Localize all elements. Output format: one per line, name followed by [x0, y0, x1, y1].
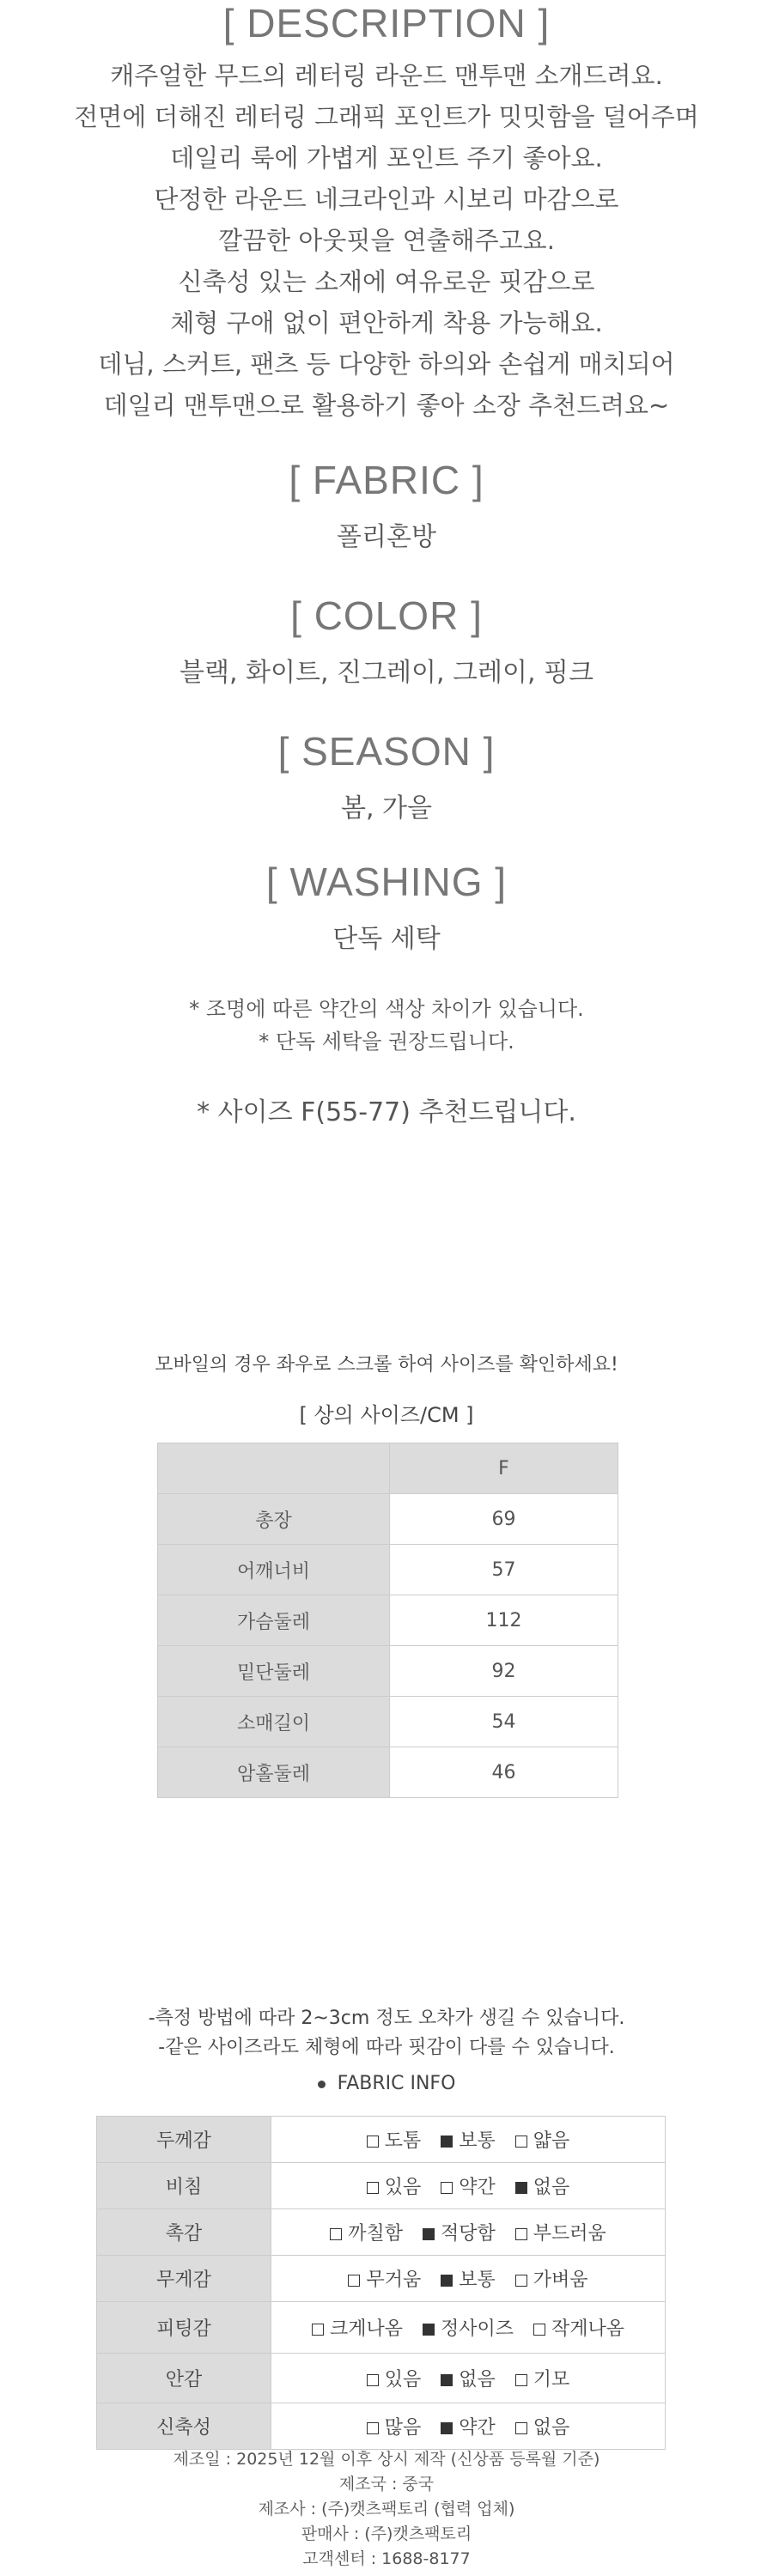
option-label: 많음	[384, 2417, 422, 2439]
fabric-info-label: 두께감	[97, 2117, 271, 2163]
description-line: 단정한 라운드 네크라인과 시보리 마감으로	[154, 185, 619, 214]
option	[515, 2413, 570, 2439]
description-line: 체형 구애 없이 편안하게 착용 가능해요.	[170, 308, 603, 337]
fabric-value: 폴리혼방	[337, 522, 436, 552]
size-value: 69	[390, 1494, 618, 1545]
footer-line: 제조일 : 2025년 12월 이후 상시 제작 (신상품 등록월 기준)	[173, 2450, 600, 2469]
footer-line: 제조국 : 중국	[338, 2475, 435, 2494]
size-label: 총장	[158, 1494, 390, 1545]
checkbox-empty-icon	[367, 2422, 379, 2434]
checkbox-empty-icon	[515, 2275, 527, 2287]
option	[515, 2126, 570, 2153]
option-label: 작게나옴	[551, 2318, 625, 2340]
option	[515, 2265, 588, 2292]
description-title: [ DESCRIPTION ]	[222, 1, 551, 46]
size-label: 밑단둘레	[158, 1646, 390, 1697]
fabric-info-label: 비침	[97, 2163, 271, 2209]
description-line: 깔끔한 아웃핏을 연출해주고요.	[218, 226, 555, 255]
option-label: 있음	[384, 2177, 422, 2198]
fabric-info-options	[271, 2209, 666, 2256]
option-label: 없음	[533, 2417, 570, 2439]
fabric-title: [ FABRIC ]	[289, 458, 484, 502]
option	[330, 2219, 403, 2245]
size-label: 소매길이	[158, 1697, 390, 1747]
product-info-footer	[0, 2447, 773, 2572]
option	[533, 2314, 624, 2341]
option	[441, 2265, 496, 2292]
option-label: 약간	[459, 2417, 496, 2439]
footer-line: 제조사 : (주)캣츠팩토리 (협력 업체)	[258, 2500, 515, 2518]
checkbox-empty-icon	[533, 2324, 545, 2336]
fabric-info-label: 신축성	[97, 2403, 271, 2450]
table-row	[158, 1494, 618, 1545]
fabric-info-title: FABRIC INFO	[337, 2073, 456, 2094]
option-label: 부드러움	[533, 2223, 606, 2245]
checkbox-empty-icon	[515, 2228, 527, 2240]
checkbox-empty-icon	[441, 2182, 453, 2194]
checkbox-filled-icon	[515, 2182, 527, 2194]
size-label: 암홀둘레	[158, 1747, 390, 1798]
option-label: 기모	[533, 2369, 570, 2391]
option	[515, 2219, 606, 2245]
table-row	[97, 2163, 666, 2209]
fabric-info-options	[271, 2354, 666, 2403]
note-line: * 단독 세탁을 권장드립니다.	[259, 1030, 514, 1054]
option	[515, 2172, 570, 2199]
checkbox-empty-icon	[330, 2228, 342, 2240]
checkbox-empty-icon	[515, 2374, 527, 2386]
size-table-title: [ 상의 사이즈/CM ]	[299, 1403, 474, 1427]
fabric-info-heading	[0, 2073, 773, 2094]
fabric-info-options	[271, 2163, 666, 2209]
measure-note-line: -같은 사이즈라도 체형에 따라 핏감이 다를 수 있습니다.	[158, 2037, 615, 2058]
size-table-corner	[158, 1443, 390, 1494]
season-value: 봄, 가을	[340, 793, 432, 823]
checkbox-filled-icon	[441, 2422, 453, 2434]
notes	[0, 993, 773, 1058]
size-label: 가슴둘레	[158, 1595, 390, 1646]
checkbox-filled-icon	[441, 2136, 453, 2148]
option-label: 크게나옴	[329, 2318, 403, 2340]
description-line: 데일리 룩에 가볍게 포인트 주기 좋아요.	[170, 143, 603, 173]
measure-note-line: -측정 방법에 따라 2~3cm 정도 오차가 생길 수 있습니다.	[148, 2008, 625, 2029]
size-table	[157, 1443, 618, 1798]
fabric-info-options	[271, 2117, 666, 2163]
checkbox-empty-icon	[348, 2275, 360, 2287]
size-label: 어깨너비	[158, 1545, 390, 1595]
checkbox-empty-icon	[367, 2182, 379, 2194]
option-label: 가벼움	[533, 2269, 588, 2291]
fabric-info-table	[96, 2116, 666, 2450]
washing-title: [ WASHING ]	[265, 860, 508, 904]
description-line: 데일리 맨투맨으로 활용하기 좋아 소장 추천드려요~	[103, 391, 670, 420]
color-title: [ COLOR ]	[290, 593, 483, 638]
fabric-info-label: 무게감	[97, 2256, 271, 2302]
option	[312, 2314, 403, 2341]
size-value: 54	[390, 1697, 618, 1747]
mobile-scroll-note: 모바일의 경우 좌우로 스크롤 하여 사이즈를 확인하세요!	[155, 1354, 618, 1376]
option	[423, 2314, 514, 2341]
option	[367, 2413, 422, 2439]
option-label: 적당함	[440, 2223, 496, 2245]
description-line: 전면에 더해진 레터링 그래픽 포인트가 밋밋함을 덜어주며	[74, 102, 699, 131]
size-value: 112	[390, 1595, 618, 1646]
fabric-info-options	[271, 2256, 666, 2302]
size-table-header	[158, 1443, 618, 1494]
bullet-icon	[318, 2081, 326, 2088]
size-value: 92	[390, 1646, 618, 1697]
size-table-col-header: F	[390, 1443, 618, 1494]
checkbox-empty-icon	[367, 2374, 379, 2386]
table-row	[97, 2209, 666, 2256]
table-row	[97, 2354, 666, 2403]
option-label: 얇음	[533, 2130, 570, 2152]
checkbox-filled-icon	[441, 2374, 453, 2386]
table-row	[158, 1545, 618, 1595]
table-row	[97, 2302, 666, 2354]
checkbox-empty-icon	[515, 2422, 527, 2434]
option-label: 약간	[459, 2177, 496, 2198]
size-recommendation: * 사이즈 F(55-77) 추천드립니다.	[197, 1097, 576, 1127]
table-row	[158, 1646, 618, 1697]
option	[367, 2126, 422, 2153]
note-line: * 조명에 따른 약간의 색상 차이가 있습니다.	[189, 997, 584, 1021]
fabric-info-options	[271, 2302, 666, 2354]
option	[367, 2365, 422, 2391]
fabric-info-label: 안감	[97, 2354, 271, 2403]
option-label: 없음	[459, 2369, 496, 2391]
description-line: 신축성 있는 소재에 여유로운 핏감으로	[178, 267, 595, 296]
option-label: 보통	[459, 2269, 496, 2291]
option-label: 정사이즈	[440, 2318, 514, 2340]
description-body	[0, 55, 773, 426]
option	[515, 2365, 570, 2391]
footer-line: 판매사 : (주)캣츠팩토리	[301, 2524, 472, 2543]
checkbox-filled-icon	[423, 2324, 435, 2336]
option	[441, 2365, 496, 2391]
description-line: 데님, 스커트, 팬츠 등 다양한 하의와 손쉽게 매치되어	[98, 349, 675, 379]
checkbox-empty-icon	[515, 2136, 527, 2148]
option	[441, 2172, 496, 2199]
fabric-info-label: 피팅감	[97, 2302, 271, 2354]
description-line: 캐주얼한 무드의 레터링 라운드 맨투맨 소개드려요.	[110, 61, 663, 90]
option-label: 있음	[384, 2369, 422, 2391]
option-label: 무거움	[366, 2269, 422, 2291]
measure-notes	[0, 2004, 773, 2063]
color-value: 블랙, 화이트, 진그레이, 그레이, 핑크	[179, 658, 593, 688]
table-row	[97, 2117, 666, 2163]
season-title: [ SEASON ]	[277, 729, 496, 774]
footer-line: 고객센터 : 1688-8177	[302, 2549, 471, 2568]
fabric-info-label: 촉감	[97, 2209, 271, 2256]
washing-value: 단독 세탁	[332, 924, 441, 954]
table-row	[97, 2403, 666, 2450]
option-label: 보통	[459, 2130, 496, 2152]
table-row	[158, 1697, 618, 1747]
option	[441, 2413, 496, 2439]
option	[367, 2172, 422, 2199]
size-value: 46	[390, 1747, 618, 1798]
option	[348, 2265, 421, 2292]
table-row	[97, 2256, 666, 2302]
checkbox-empty-icon	[367, 2136, 379, 2148]
option-label: 도톰	[384, 2130, 422, 2152]
size-value: 57	[390, 1545, 618, 1595]
table-row	[158, 1747, 618, 1798]
option	[441, 2126, 496, 2153]
table-row	[158, 1595, 618, 1646]
checkbox-filled-icon	[441, 2275, 453, 2287]
fabric-info-options	[271, 2403, 666, 2450]
option-label: 까칠함	[348, 2223, 403, 2245]
option	[423, 2219, 496, 2245]
option-label: 없음	[533, 2177, 570, 2198]
checkbox-filled-icon	[423, 2228, 435, 2240]
checkbox-empty-icon	[312, 2324, 324, 2336]
